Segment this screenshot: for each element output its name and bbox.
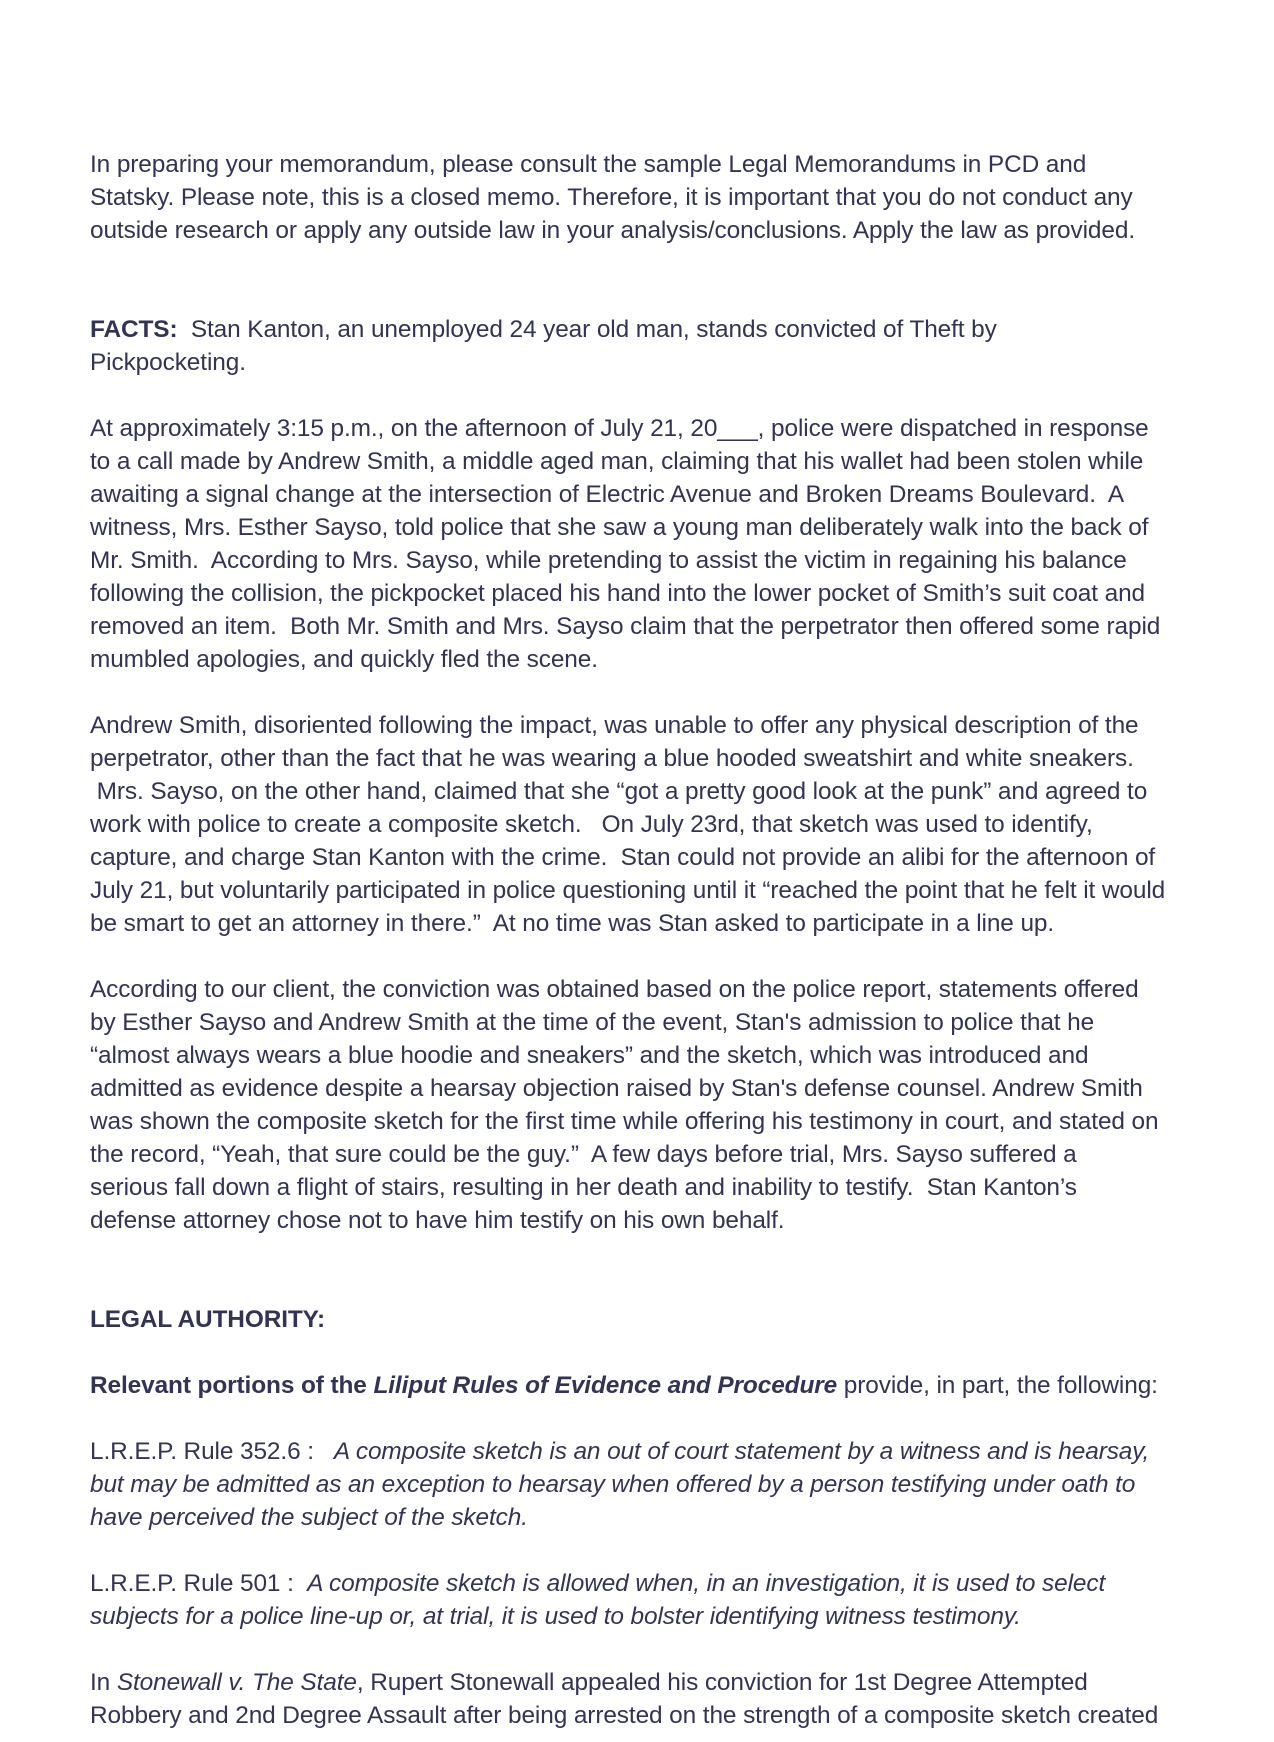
document-page (90, 148, 1274, 1732)
relevant-bold: Relevant portions of the (90, 1372, 374, 1399)
rule-501 (90, 1567, 1274, 1633)
facts-line: Mr. Smith. According to Mrs. Sayso, while pretending to assist the victim in regaining his balance (90, 547, 1127, 574)
case-rest: , Rupert Stonewall appealed his conviction for 1st Degree Attempted (356, 1669, 1088, 1696)
facts-line: witness, Mrs. Esther Sayso, told police that she saw a young man deliberately walk into the back of (90, 514, 1149, 541)
case-paragraph (90, 1666, 1274, 1732)
case-line: Robbery and 2nd Degree Assault after being arrested on the strength of a composite sketch created (90, 1702, 1159, 1729)
facts-paragraph-3 (90, 973, 1274, 1237)
facts-heading: FACTS: (90, 316, 178, 343)
facts-line: be smart to get an attorney in there.” At no time was Stan asked to participate in a line up. (90, 910, 1055, 937)
facts-first-line-2: Pickpocketing. (90, 349, 246, 376)
facts-line: admitted as evidence despite a hearsay objection raised by Stan's defense counsel. Andrew Smith (90, 1075, 1143, 1102)
facts-line: removed an item. Both Mr. Smith and Mrs. Sayso claim that the perpetrator then offered some rapid (90, 613, 1161, 640)
rule-352-6-label: L.R.E.P. Rule 352.6 : (90, 1438, 334, 1465)
facts-line: At approximately 3:15 p.m., on the afternoon of July 21, 20___, police were dispatched in response (90, 415, 1149, 442)
facts-line: “almost always wears a blue hoodie and sneakers” and the sketch, which was introduced and (90, 1042, 1089, 1069)
relevant-rest: provide, in part, the following: (837, 1372, 1158, 1399)
facts-line: serious fall down a flight of stairs, resulting in her death and inability to testify. Stan Kanton’s (90, 1174, 1077, 1201)
rule-352-6-text: but may be admitted as an exception to hearsay when offered by a person testifying under oath to (90, 1471, 1136, 1498)
facts-line: was shown the composite sketch for the first time while offering his testimony in court, and stated on (90, 1108, 1159, 1135)
facts-paragraph-2 (90, 709, 1274, 940)
facts-line: awaiting a signal change at the intersection of Electric Avenue and Broken Dreams Boulevard. A (90, 481, 1125, 508)
intro-paragraph (90, 148, 1274, 247)
legal-authority-heading: LEGAL AUTHORITY: (90, 1306, 326, 1333)
facts-line: capture, and charge Stan Kanton with the crime. Stan could not provide an alibi for the afternoon of (90, 844, 1156, 871)
facts-line: July 21, but voluntarily participated in police questioning until it “reached the point that he felt it would (90, 877, 1166, 904)
facts-line: mumbled apologies, and quickly fled the scene. (90, 646, 598, 673)
facts-first-line: Stan Kanton, an unemployed 24 year old man, stands convicted of Theft by (177, 316, 997, 343)
rule-501-text: A composite sketch is allowed when, in an investigation, it is used to select (307, 1570, 1106, 1597)
facts-line: Mrs. Sayso, on the other hand, claimed that she “got a pretty good look at the punk” and agreed to (90, 778, 1148, 805)
facts-paragraph-1 (90, 412, 1274, 676)
facts-intro-paragraph (90, 313, 1274, 379)
facts-line: According to our client, the conviction was obtained based on the police report, statements offered (90, 976, 1139, 1003)
rules-title: Liliput Rules of Evidence and Procedure (373, 1372, 838, 1399)
facts-line: the record, “Yeah, that sure could be the guy.” A few days before trial, Mrs. Sayso suffered a (90, 1141, 1077, 1168)
case-name: Stonewall v. The State (116, 1669, 357, 1696)
rule-352-6 (90, 1435, 1274, 1534)
intro-line: In preparing your memorandum, please consult the sample Legal Memorandums in PCD and (90, 151, 1087, 178)
facts-line: Andrew Smith, disoriented following the impact, was unable to offer any physical description of the (90, 712, 1139, 739)
rule-501-label: L.R.E.P. Rule 501 : (90, 1570, 308, 1597)
facts-line: perpetrator, other than the fact that he was wearing a blue hooded sweatshirt and white sneakers. (90, 745, 1134, 772)
facts-line: defense attorney chose not to have him testify on his own behalf. (90, 1207, 785, 1234)
rule-352-6-text: have perceived the subject of the sketch. (90, 1504, 528, 1531)
facts-line: following the collision, the pickpocket placed his hand into the lower pocket of Smith’s suit coat and (90, 580, 1146, 607)
facts-line: to a call made by Andrew Smith, a middle aged man, claiming that his wallet had been stolen while (90, 448, 1144, 475)
case-in: In (90, 1669, 117, 1696)
facts-line: by Esther Sayso and Andrew Smith at the time of the event, Stan's admission to police that he (90, 1009, 1095, 1036)
rule-352-6-text: A composite sketch is an out of court statement by a witness and is hearsay, (333, 1438, 1150, 1465)
relevant-portions-paragraph (90, 1369, 1274, 1402)
rule-501-text: subjects for a police line-up or, at trial, it is used to bolster identifying witness testimony. (90, 1603, 1021, 1630)
intro-line: Statsky. Please note, this is a closed memo. Therefore, it is important that you do not conduct any (90, 184, 1133, 211)
intro-line: outside research or apply any outside law in your analysis/conclusions. Apply the law as provided. (90, 217, 1136, 244)
facts-line: work with police to create a composite sketch. On July 23rd, that sketch was used to identify, (90, 811, 1093, 838)
legal-authority-section (90, 1303, 1274, 1336)
